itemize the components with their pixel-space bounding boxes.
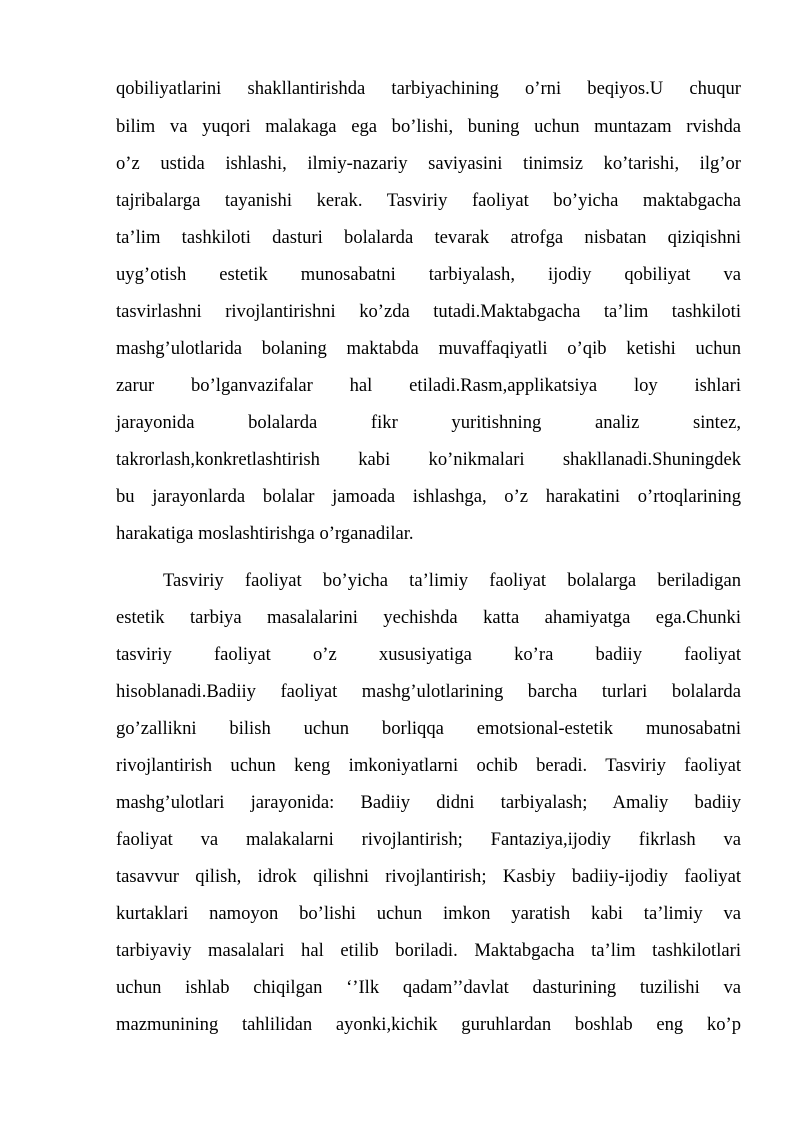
paragraph-line: Tasviriy faoliyat bo’yicha ta’limiy faoliyat bolalarga beriladigan	[163, 570, 741, 591]
paragraph-line: mazmunining tahlilidan ayonki,kichik guruhlardan boshlab eng ko’p	[116, 1014, 741, 1035]
paragraph-line: ta’lim tashkiloti dasturi bolalarda tevarak atrofga nisbatan qiziqishni	[116, 227, 741, 248]
paragraph-line: tajribalarga tayanishi kerak. Tasviriy faoliyat bo’yicha maktabgacha	[116, 190, 741, 211]
paragraph-line: zarur bo’lganvazifalar hal etiladi.Rasm,applikatsiya loy ishlari	[116, 375, 741, 396]
paragraph-line: qobiliyatlarini shakllantirishda tarbiyachining o’rni beqiyos.U chuqur	[116, 78, 741, 99]
paragraph-line: estetik tarbiya masalalarini yechishda katta ahamiyatga ega.Chunki	[116, 607, 741, 628]
paragraph-line: takrorlash,konkretlashtirish kabi ko’nikmalari shakllanadi.Shuningdek	[116, 449, 741, 470]
paragraph-line: harakatiga moslashtirishga o’rganadilar.	[116, 523, 414, 544]
paragraph-line: kurtaklari namoyon bo’lishi uchun imkon yaratish kabi ta’limiy va	[116, 903, 741, 924]
paragraph-line: tasviriy faoliyat o’z xususiyatiga ko’ra badiiy faoliyat	[116, 644, 741, 665]
paragraph-line: mashg’ulotlarida bolaning maktabda muvaffaqiyatli o’qib ketishi uchun	[116, 338, 741, 359]
paragraph-line: go’zallikni bilish uchun borliqqa emotsional-estetik munosabatni	[116, 718, 741, 739]
paragraph-line: uyg’otish estetik munosabatni tarbiyalash, ijodiy qobiliyat va	[116, 264, 741, 285]
paragraph-line: bu jarayonlarda bolalar jamoada ishlashga, o’z harakatini o’rtoqlarining	[116, 486, 741, 507]
paragraph-line: hisoblanadi.Badiiy faoliyat mashg’ulotlarining barcha turlari bolalarda	[116, 681, 741, 702]
paragraph-line: jarayonida bolalarda fikr yuritishning analiz sintez,	[116, 412, 741, 433]
paragraph-line: mashg’ulotlari jarayonida: Badiiy didni tarbiyalash; Amaliy badiiy	[116, 792, 741, 813]
paragraph-line: tasvirlashni rivojlantirishni ko’zda tutadi.Maktabgacha ta’lim tashkiloti	[116, 301, 741, 322]
paragraph-line: uchun ishlab chiqilgan ‘’Ilk qadam’’davlat dasturining tuzilishi va	[116, 977, 741, 998]
paragraph-line: faoliyat va malakalarni rivojlantirish; Fantaziya,ijodiy fikrlash va	[116, 829, 741, 850]
paragraph-line: tarbiyaviy masalalari hal etilib boriladi. Maktabgacha ta’lim tashkilotlari	[116, 940, 741, 961]
paragraph-line: rivojlantirish uchun keng imkoniyatlarni ochib beradi. Tasviriy faoliyat	[116, 755, 741, 776]
paragraph-line: tasavvur qilish, idrok qilishni rivojlantirish; Kasbiy badiiy-ijodiy faoliyat	[116, 866, 741, 887]
paragraph-line: bilim va yuqori malakaga ega bo’lishi, buning uchun muntazam rvishda	[116, 116, 741, 137]
paragraph-line: o’z ustida ishlashi, ilmiy-nazariy saviyasini tinimsiz ko’tarishi, ilg’or	[116, 153, 741, 174]
